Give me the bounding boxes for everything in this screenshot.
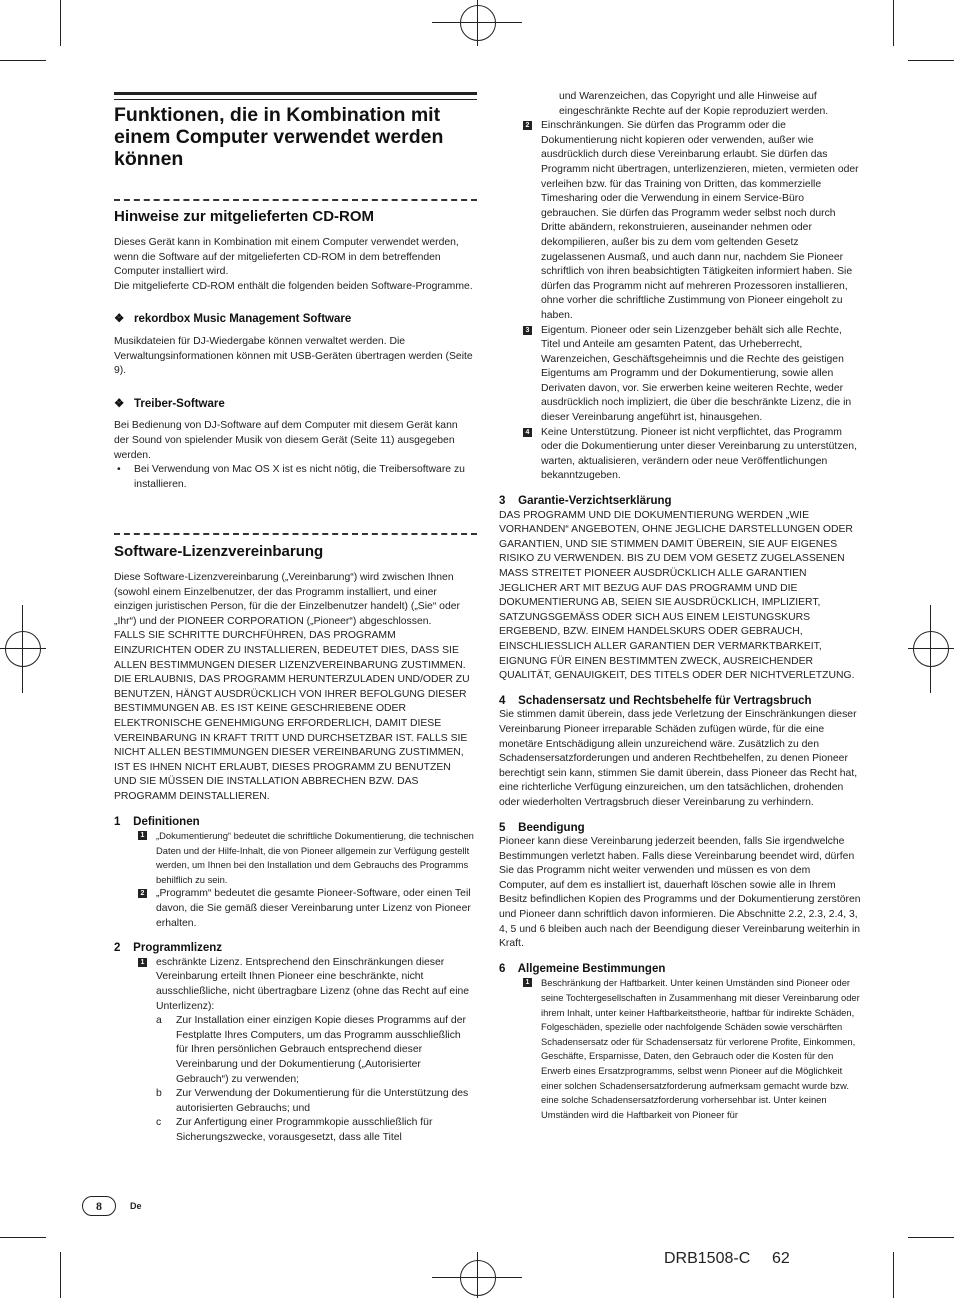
treiber-text: Bei Bedienung von DJ-Software auf dem Computer mit diesem Gerät kann der Sound von spielender Musik von diesem Gerät (Seite 11) ausgegeben werden.: [114, 420, 458, 461]
s1-item-2: 2 „Programm“ bedeutet die gesamte Pioneer-Software, oder einen Teil davon, die Sie gemäß dieser Vereinbarung unter Lizenz von Pioneer erhalten.: [138, 887, 475, 931]
number-marker-icon: 4: [523, 428, 532, 437]
number-marker-icon: 1: [523, 978, 532, 987]
license-intro: Diese Software-Lizenzvereinbarung („Vereinbarung“) wird zwischen Ihnen (sowohl einem Einzelbenutzer, der das Programm installiert, und einer einzigen juristischen Person, für die der Einzelbenutzer handelt) („Sie“ oder „Ihr“) und der PIONEER CORPORATION („Pioneer“) abgeschlossen.: [114, 572, 460, 627]
s6-title: 6 Allgemeine Bestimmungen: [499, 962, 666, 975]
diamond-icon: ❖: [114, 313, 125, 326]
section-divider: [114, 533, 477, 535]
cd-section-title: Hinweise zur mitgelieferten CD-ROM: [114, 208, 375, 225]
s2-item-4: 4 Keine Unterstützung. Pioneer ist nicht verpflichtet, das Programm oder die Dokumentierung unter dieser Vereinbarung zu unterstützen, warten, aktualisieren, verändern oder neue Veröffentlichungen bekanntzugeben.: [523, 426, 861, 484]
crop-mark: [893, 1252, 894, 1298]
license-body-left: [114, 571, 475, 1146]
sheet-number: 62: [772, 1250, 790, 1267]
rekordbox-title: rekordbox Music Management Software: [134, 313, 352, 326]
right-continuation: und Warenzeichen, das Copyright und alle Hinweise auf eingeschränkte Rechte auf der Kopie reproduziert werden.: [559, 91, 829, 117]
s1-title: 1 Definitionen: [114, 815, 200, 828]
crop-mark: [0, 60, 46, 61]
page-number-badge: 8: [82, 1196, 116, 1216]
rekordbox-text: Musikdateien für DJ-Wiedergabe können verwaltet werden. Die Verwaltungsinformationen können mit USB-Geräten übertragen werden (Seite 9).: [114, 335, 473, 377]
main-heading: Funktionen, die in Kombination mit einem Computer verwendet werden können: [114, 104, 444, 170]
diamond-icon: ❖: [114, 397, 125, 410]
treiber-bullet: [114, 463, 474, 492]
s2-item-3: 3 Eigentum. Pioneer oder sein Lizenzgeber behält sich alle Rechte, Titel und Anteile am gesamten Patent, das Urheberrecht, Warenzeichen, Geschäftsgeheimnis und die Rechte des geistigen Eigentums am Programm und der Dokumentierung, sowie allen Derivaten davon, vor. Sie erwerben keine weiteren Rechte, weder ausdrücklich noch impliziert, die über die beschränkte Lizenz, die in dieser Vereinbarung angeführt ist, hinausgehen.: [523, 324, 861, 426]
s3-text: DAS PROGRAMM UND DIE DOKUMENTIERUNG WERDEN „WIE VORHANDEN“ ANGEBOTEN, OHNE JEGLICHE DARSTELLUNGEN ODER GARANTIEN, UND SIE STIMMEN DAMIT ÜBEREIN, SIE AUF EIGENES RISIKO ZU VERWENDEN. BIS ZU DEM VOM GESETZ ZUGELASSENEN MASS STREITET PIONEER AUSDRÜCKLICH ALLE GARANTIEN JEGLICHER ART MIT BEZUG AUF DAS PROGRAMM UND DIE DOKUMENTIERUNG AB, SEIEN SIE AUSDRÜCKLICH, IMPLIZIERT, SATZUNGSGEMÄSS ODER SICH AUS EINEM LEISTUNGSKURS ERGEBEND, BZW. EINEM HANDELSKURS ODER GEBRAUCH, EINSCHLIESSLICH ALLER GARANTIEN DER VERMARKTBARKEIT, EIGNUNG FÜR EINEN BESTIMMTEN ZWECK, AUSREICHENDER QUALITÄT, GENAUIGKEIT, DES TITELS ODER DER NICHTVERLETZUNG.: [499, 509, 855, 682]
s2-item-1: 1 eschränkte Lizenz. Entsprechend den Einschränkungen dieser Vereinbarung erteilt Ihnen Pioneer eine beschränkte, nicht ausschließliche, nicht übertragbare Lizenz (ohne das Recht auf eine Unterlizenz):: [138, 956, 475, 1014]
cd-section-body: [114, 236, 474, 492]
number-marker-icon: 1: [138, 958, 147, 967]
crop-mark: [908, 60, 954, 61]
number-marker-icon: 2: [523, 121, 532, 130]
license-title: Software-Lizenzvereinbarung: [114, 543, 324, 560]
crop-mark: [0, 1237, 46, 1238]
treiber-bullet-text: Bei Verwendung von Mac OS X ist es nicht nötig, die Treibersoftware zu installieren.: [134, 464, 465, 490]
language-label: De: [130, 1201, 142, 1211]
license-caps: FALLS SIE SCHRITTE DURCHFÜHREN, DAS PROGRAMM EINZURICHTEN ODER ZU INSTALLIEREN, BEDEUTET DIES, DASS SIE ALLEN BESTIMMUNGEN DIESER LIZENZVEREINBARUNG ZUSTIMMEN. DIE ERLAUBNIS, DAS PROGRAMM HERUNTERZULADEN UND/ODER ZU BENUTZEN, HÄNGT AUSDRÜCKLICH VON IHRER BEFOLGUNG DIESER BESTIMMUNGEN AB. ES IST KEINE GESCHRIEBENE ODER ELEKTRONISCHE GENEHMIGUNG ERFORDERLICH, DAMIT DIESE VEREINBARUNG IN KRAFT TRITT UND DURCHSETZBAR IST. FALLS SIE NICHT ALLEN BESTIMMUNGEN DIESER VEREINBARUNG ZUSTIMMEN, IST ES IHNEN NICHT ERLAUBT, DIESES PROGRAMM ZU BENUTZEN UND SIE MÜSSEN DIE INSTALLATION ABBRECHEN BZW. DAS PROGRAMM DEINSTALLIEREN.: [114, 630, 470, 802]
s5-text: Pioneer kann diese Vereinbarung jederzeit beenden, falls Sie irgendwelche Bestimmungen verletzt haben. Falls diese Vereinbarung beendet wird, dürfen Sie das Programm nicht weiter verwenden und müssen es von dem Computer, auf dem es installiert ist, dauerhaft löschen sowie alle in Ihrem Besitz befindlichen Kopien des Programms und der Dokumentierung zerstören und Pioneer dann schriftlich davon informieren. Die Abschnitte 2.2, 2.3, 2.4, 3, 4, 5 und 6 bleiben auch nach der Beendigung dieser Vereinbarung weiterhin in Kraft.: [499, 836, 861, 950]
s2-title: 2 Programmlizenz: [114, 942, 223, 955]
crop-mark: [908, 1237, 954, 1238]
rekordbox-heading: [114, 312, 474, 327]
crop-mark: [60, 0, 61, 46]
s4-title: 4 Schadensersatz und Rechtsbehelfe für Vertragsbruch: [499, 694, 812, 707]
s2-item-2: 2 Einschränkungen. Sie dürfen das Programm oder die Dokumentierung nicht kopieren oder verwenden, außer wie ausdrücklich durch diese Vereinbarung erlaubt. Sie dürfen das Programm nicht übertragen, unterlizenzieren, mieten, vermieten oder verleihen bzw. für das Training von Dritten, das kommerzielle Timesharing oder die Verwendung in einem Service-Büro gebrauchen. Sie dürfen das Programm weder selbst noch durch Dritte abändern, rekonstruieren, auseinander nehmen oder dekompilieren, außer bis zu dem vom geltenden Gesetz zugelassenen Ausmaß, und auch dann nur, nachdem Sie Pioneer schriftlich von ihren beabsichtigten Tätigkeiten informiert haben. Sie dürfen das Programm nicht auf mehreren Prozessoren installieren, ohne vorher die schriftliche Zustimmung von Pioneer eingeholt zu haben.: [523, 119, 861, 323]
doc-code: DRB1508-C: [664, 1250, 751, 1267]
license-body-right: [499, 90, 861, 1122]
crop-mark: [893, 0, 894, 46]
s2-sub-a: a Zur Installation einer einzigen Kopie dieses Programms auf der Festplatte Ihres Computers, um das Programm ausschließlich für Ihren persönlichen Gebrauch entsprechend dieser Vereinbarung und der Dokumentierung („Autorisierter Gebrauch“) zu verwenden;: [156, 1015, 466, 1085]
crop-mark: [60, 1252, 61, 1298]
s4-text: Sie stimmen damit überein, dass jede Verletzung der Einschränkungen dieser Vereinbarung Pioneer irreparable Schäden zufügen würde, für die eine monetäre Entschädigung allein unzureichend wäre. Zusätzlich zu den Schadensersatzforderungen und anderen Rechtbehelfen, zu denen Pioneer berechtigt sein kann, stimmen Sie damit überein, dass Pioneer das Recht hat, eine richterliche Verfügung einzureichen, um den tatsächlichen, drohenden oder wiederholten Vertragsbruch dieser Vereinbarung zu verhindern.: [499, 709, 858, 808]
s1-item-1: 1 „Dokumentierung“ bedeutet die schriftliche Dokumentierung, die technischen Daten und der Hilfe-Inhalt, die von Pioneer allgemein zur Verfügung gestellt werden, um Ihnen bei den Installation und dem Gebrauchs des Programms behilflich zu sein.: [138, 829, 475, 887]
cd-intro-2: Die mitgelieferte CD-ROM enthält die folgenden beiden Software-Programme.: [114, 280, 473, 292]
s6-item-1: 1 Beschränkung der Haftbarkeit. Unter keinen Umständen sind Pioneer oder seine Tochtergesellschaften in Zusammenhang mit dieser Vereinbarung oder ihrem Inhalt, unter keiner Haftbarkeitstheorie, haftbar für indirekte Schäden, Folgeschäden, spezielle oder nachfolgende Schäden sowie verschärften Schadensersatz oder für Schadensersatz für verlorene Profite, Einkommen, Geschäfte, Ersparnisse, Daten, den Gebrauch oder die Kosten für den Erwerb eines Ersatzprogramms, selbst wenn Pioneer auf die Möglichkeit einer solchen Schadensersatzforderung aufmerksam gemacht wurde bzw. eine solche Schadensersatzforderung vorhersehbar ist. Unter keinen Umständen wird die Haftbarkeit von Pioneer für: [523, 976, 861, 1122]
number-marker-icon: 1: [138, 831, 147, 840]
s5-title: 5 Beendigung: [499, 821, 585, 834]
cd-intro: Dieses Gerät kann in Kombination mit einem Computer verwendet werden, wenn die Software auf der mitgelieferten CD-ROM in dem betreffenden Computer installiert wird.: [114, 237, 459, 278]
treiber-title: Treiber-Software: [134, 397, 225, 410]
number-marker-icon: 2: [138, 889, 147, 898]
section-divider: [114, 199, 477, 201]
s2-sub-c: c Zur Anfertigung einer Programmkopie ausschließlich für Sicherungszwecke, vorausgesetzt, dass alle Titel: [156, 1117, 433, 1143]
treiber-heading: [114, 397, 474, 412]
s2-sub-b: b Zur Verwendung der Dokumentierung für die Unterstützung des autorisierten Gebrauchs; und: [156, 1088, 469, 1114]
number-marker-icon: 3: [523, 326, 532, 335]
bullet-icon: •: [117, 464, 121, 476]
s3-title: 3 Garantie-Verzichtserklärung: [499, 495, 672, 508]
heading-rule: [114, 92, 477, 100]
